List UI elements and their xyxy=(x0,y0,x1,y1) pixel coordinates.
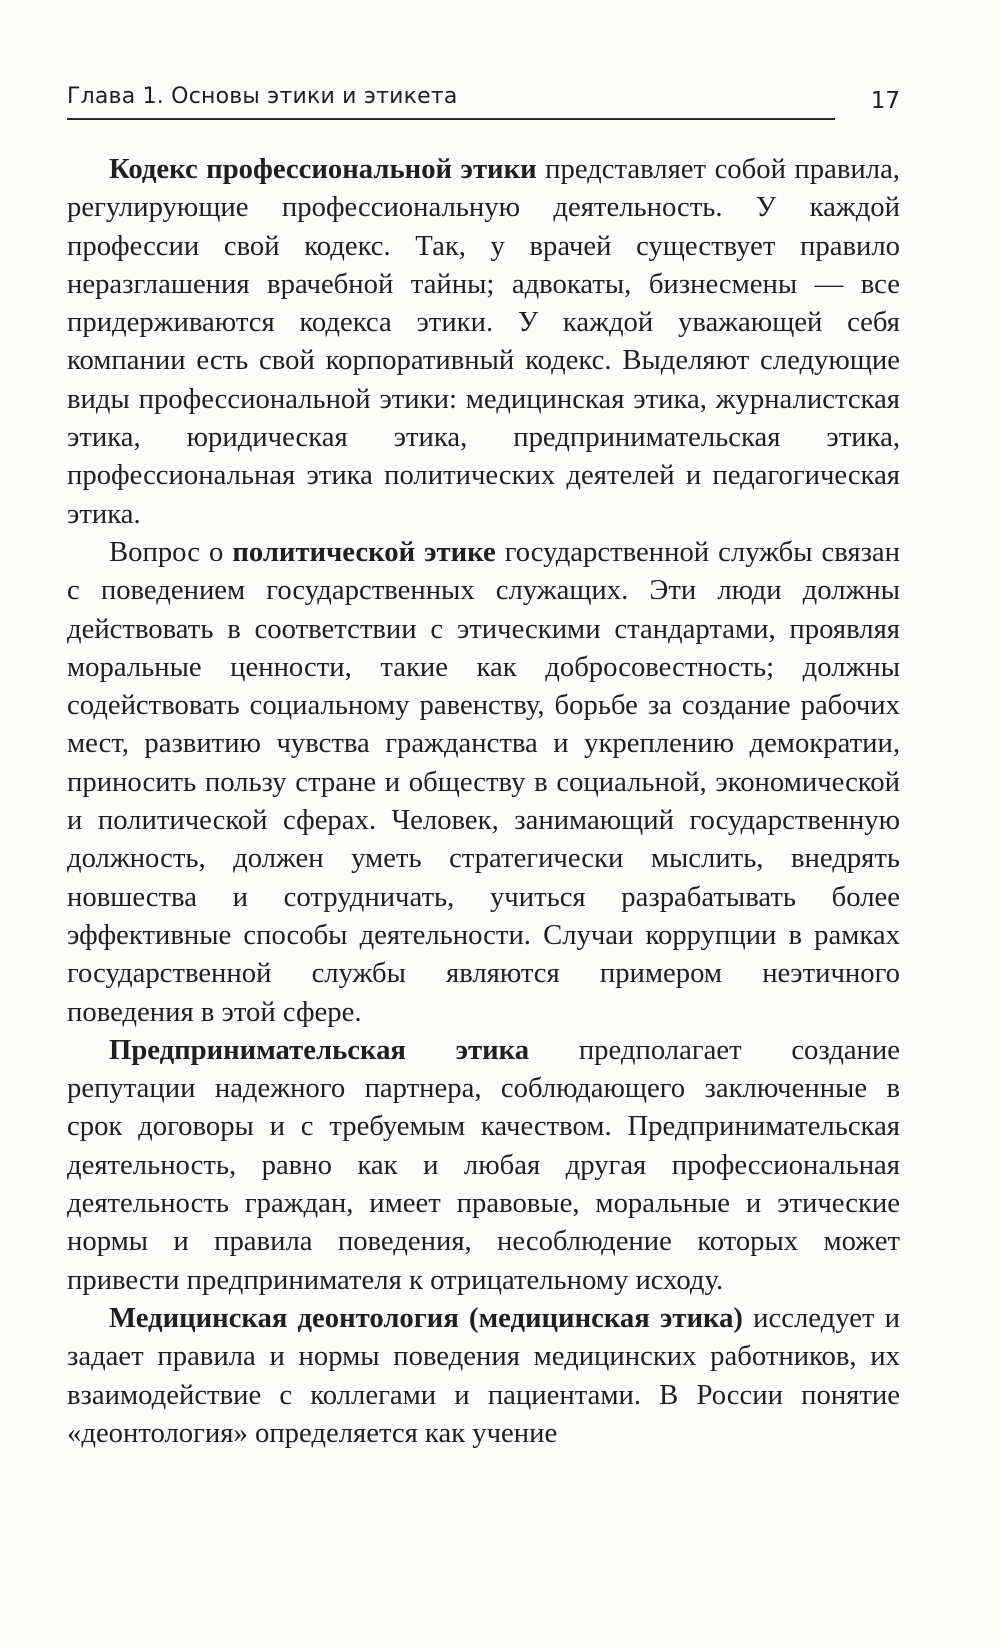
paragraph-lead: Вопрос о xyxy=(109,535,233,568)
running-head xyxy=(67,82,900,122)
paragraph-text: исследует и задает правила и нормы поведения медицинских работников, их взаимодействие с коллегами и пациентами. В России понятие «деонтология» определяется как учение xyxy=(67,1301,900,1449)
paragraph-text: предполагает создание репутации надежного партнера, соблюдающего заключенные в срок договоры и с требуемым качеством. Предпринимательская деятельность, равно как и любая другая профессиональная деятельность граждан, имеет правовые, моральные и этические нормы и правила поведения, несоблюдение которых может привести предпринимателя к отрицательному исходу. xyxy=(67,1033,900,1296)
term-professional-ethics-code: Кодекс профессиональной этики xyxy=(109,153,537,185)
paragraph-text: представляет собой правила, регулирующие профессиональную деятельность. У каждой профессии свой кодекс. Так, у врачей существует правило неразглашения врачебной тайны; адвокаты, бизнесмены — все придерживаются кодекса этики. У каждой уважающей себя компании есть свой корпоративный кодекс. Выделяют следующие виды профессиональной этики: медицинская этика, журналистская этика, юридическая этика, предпринимательская этика, профессиональная этика политических деятелей и педагогическая этика. xyxy=(67,153,900,530)
paragraph-medical-deontology xyxy=(67,1299,900,1452)
body-text xyxy=(67,150,900,1452)
term-medical-deontology: Медицинская деонтология (медицинская этика) xyxy=(109,1301,743,1334)
paragraph-business-ethics xyxy=(67,1031,900,1299)
paragraph-text: государственной службы связан с поведением государственных служащих. Эти люди должны действовать в соответствии с этическими стандартами, проявляя моральные ценности, такие как добросовестность; должны содействовать социальному равенству, борьбе за создание рабочих мест, развитию чувства гражданства и укреплению демократии, приносить пользу стране и обществу в социальной, экономической и политической сферах. Человек, занимающий государственную должность, должен уметь стратегически мыслить, внедрять новшества и сотрудничать, учиться разрабатывать более эффективные способы деятельности. Случаи коррупции в рамках государственной службы являются примером неэтичного поведения в этой сфере. xyxy=(67,535,901,1028)
term-political-ethics: политической этике xyxy=(232,535,496,568)
page-number: 17 xyxy=(870,88,900,114)
header-rule xyxy=(67,118,835,120)
term-business-ethics: Предпринимательская этика xyxy=(109,1033,530,1066)
paragraph-political-ethics xyxy=(67,533,900,1031)
chapter-title: Глава 1. Основы этики и этикета xyxy=(67,84,458,109)
paragraph-professional-ethics xyxy=(67,150,900,533)
